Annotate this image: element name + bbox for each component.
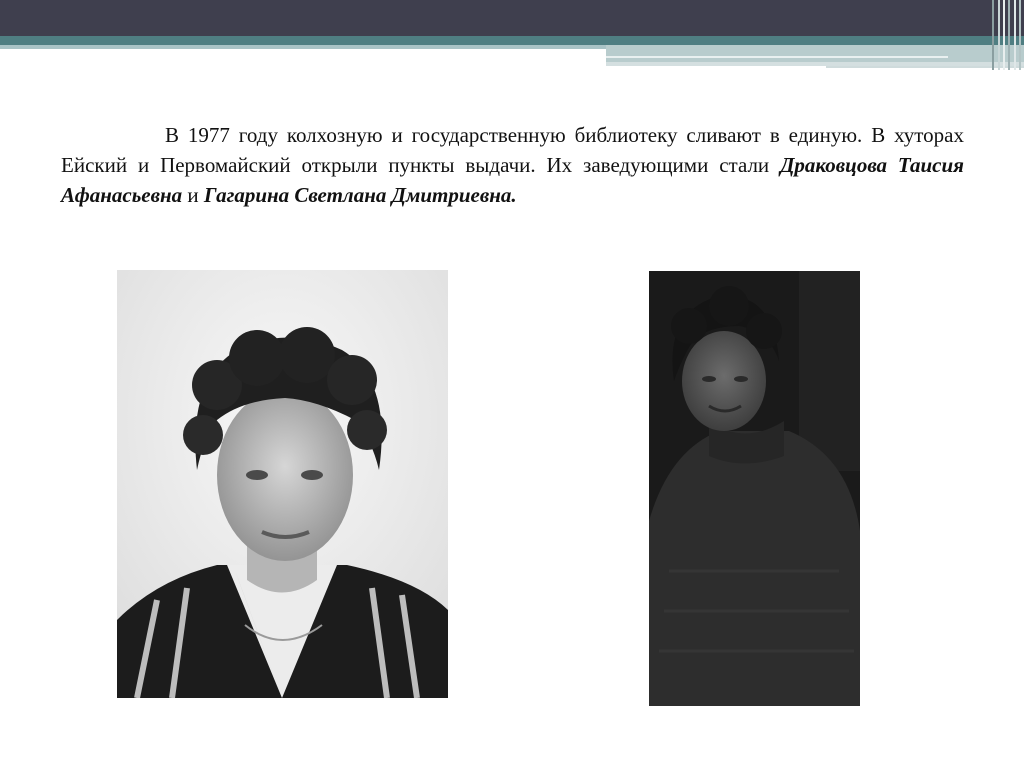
body-paragraph xyxy=(61,120,964,210)
person-name: Драковцова Таисия Афанасьевна xyxy=(61,153,964,207)
header-teal-band xyxy=(0,36,1024,45)
paragraph-text: и xyxy=(182,183,204,207)
portrait-photo-right xyxy=(649,271,860,706)
header-light-band xyxy=(0,45,608,49)
portrait-photo-icon xyxy=(649,271,860,706)
paragraph-text: В 1977 году колхозную и государственную библиотеку сливают в единую. В хуторах Ейский и Первомайский открыли пункты выдачи. Их заведующими стали xyxy=(61,123,964,177)
header-accent-line xyxy=(606,56,948,58)
portrait-photo-icon xyxy=(117,270,448,698)
header-dark-band xyxy=(0,0,1024,36)
person-name: Гагарина Светлана Дмитриевна. xyxy=(203,183,517,207)
portrait-photo-left xyxy=(117,270,448,698)
header-vertical-stripes xyxy=(990,0,1024,70)
